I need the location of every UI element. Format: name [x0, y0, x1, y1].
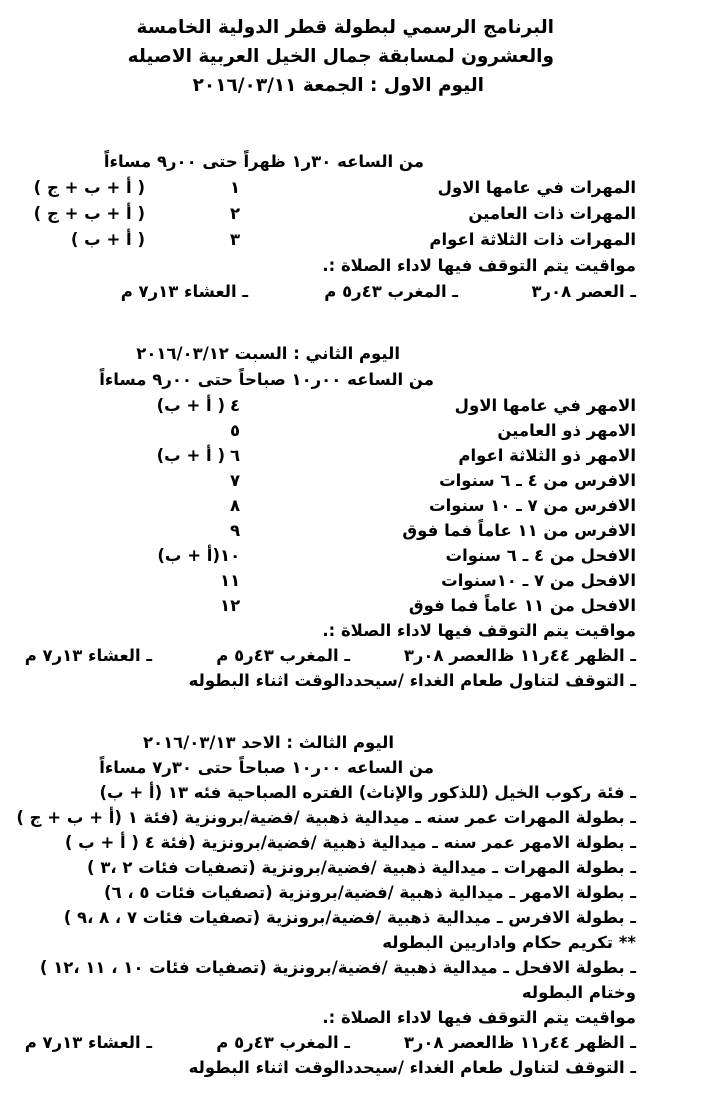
- day2-class-name: الافحل من ٧ ـ ١٠سنوات: [441, 571, 636, 590]
- day2-class-num: ١٠: [220, 546, 241, 565]
- day3-heading: اليوم الثالث : الاحد ٢٠١٦/٠٣/١٣: [142, 733, 394, 752]
- day3-item: ـ بطولة الامهر ـ ميدالية ذهبية /فضية/برونزية (تصفيات فئات ٥ ، ٦): [104, 883, 636, 902]
- day2-time: من الساعه ٠٠ر١٠ صباحاً حتى ٠٠ر٩ مساءاً: [99, 370, 434, 389]
- day2-class-name: الافرس من ١١ عاماً فما فوق: [402, 521, 636, 540]
- day2-class-num: ٩: [230, 521, 241, 540]
- day2-prayer-isha: ـ العشاء ١٣ر٧ م: [24, 646, 152, 665]
- day1-prayer-maghrib: ـ المغرب ٤٣ر٥ م: [324, 282, 458, 301]
- day3-item: ـ بطولة المهرات عمر سنه ـ ميدالية ذهبية /فضية/برونزية (فئة ١ (أ + ب + ج ): [16, 808, 636, 827]
- day2-class-num: ٤: [230, 396, 241, 415]
- day3-lunch-note: ـ التوقف لتناول طعام الغداء /سيحددالوقت اثناء البطوله: [188, 1058, 636, 1077]
- day3-item: ـ فئة ركوب الخيل (للذكور والإناث) الفتره الصباحية فئه ١٣ (أ + ب): [99, 783, 636, 802]
- day1-class-groups: ( أ + ب ): [70, 230, 145, 249]
- day2-class-name: الافحل من ٤ ـ ٦ سنوات: [445, 546, 636, 565]
- day3-prayer-isha: ـ العشاء ١٣ر٧ م: [24, 1033, 152, 1052]
- day1-class-name: المهرات في عامها الاول: [437, 178, 636, 197]
- day1-class-num: ٢: [230, 204, 241, 223]
- day2-class-groups: (أ + ب): [157, 546, 220, 565]
- day2-class-num: ١٢: [220, 596, 241, 615]
- day2-class-name: الافرس من ٧ ـ ١٠ سنوات: [428, 496, 636, 515]
- day1-class-name: المهرات ذات الثلاثة اعوام: [429, 230, 636, 249]
- day3-prayer-maghrib: ـ المغرب ٤٣ر٥ م: [216, 1033, 350, 1052]
- day1-prayer-asr: ـ العصر ٠٨ر٣: [531, 282, 636, 301]
- day3-item: ـ بطولة الافرس ـ ميدالية ذهبية /فضية/برونزية (تصفيات فئات ٧ ، ٨ ،٩ ): [63, 908, 636, 927]
- day1-class-groups: ( أ + ب + ج ): [33, 204, 145, 223]
- day1-time: من الساعه ٣٠ر١ ظهراً حتى ٠٠ر٩ مساءاً: [103, 152, 424, 171]
- day2-prayer-maghrib: ـ المغرب ٤٣ر٥ م: [216, 646, 350, 665]
- day3-item: ** تكريم حكام واداريين البطوله: [382, 933, 636, 952]
- day2-class-num: ٧: [230, 471, 241, 490]
- day3-item: ـ بطولة المهرات ـ ميدالية ذهبية /فضية/برونزية (تصفيات فئات ٢ ،٣ ): [87, 858, 636, 877]
- day1-prayer-isha: ـ العشاء ١٣ر٧ م: [120, 282, 248, 301]
- header-line-1: البرنامج الرسمي لبطولة قطر الدولية الخامسة: [136, 17, 554, 38]
- day2-class-name: الافرس من ٤ ـ ٦ سنوات: [439, 471, 636, 490]
- day2-class-num: ١١: [220, 571, 241, 590]
- day2-class-num: ٨: [230, 496, 241, 515]
- day2-class-num: ٥: [230, 421, 241, 440]
- day2-prayer-asr: العصر ٠٨ر٣: [403, 646, 497, 665]
- day3-item: ـ بطولة الافحل ـ ميدالية ذهبية /فضية/برونزية (تصفيات فئات ١٠ ، ١١ ،١٢ ): [39, 958, 636, 977]
- day3-item: وختام البطوله: [521, 983, 636, 1002]
- day3-prayer-title: مواقيت يتم التوقف فيها لاداء الصلاة :.: [322, 1008, 636, 1027]
- day2-class-name: الامهر في عامها الاول: [454, 396, 636, 415]
- day2-class-num: ٦: [230, 446, 241, 465]
- day2-lunch-note: ـ التوقف لتناول طعام الغداء /سيحددالوقت اثناء البطوله: [188, 671, 636, 690]
- header-line-3: اليوم الاول : الجمعة ٢٠١٦/٠٣/١١: [192, 75, 484, 96]
- day1-class-groups: ( أ + ب + ج ): [33, 178, 145, 197]
- day2-class-groups: ( أ + ب): [156, 446, 225, 465]
- day3-item: ـ بطولة الامهر عمر سنه ـ ميدالية ذهبية /فضية/برونزية (فئة ٤ ( أ + ب ): [64, 833, 636, 852]
- day1-class-num: ٣: [230, 230, 241, 249]
- day2-class-name: الافحل من ١١ عاماً فما فوق: [408, 596, 636, 615]
- day2-heading: اليوم الثاني : السبت ٢٠١٦/٠٣/١٢: [136, 344, 400, 363]
- day3-prayer-asr: العصر ٠٨ر٣: [403, 1033, 497, 1052]
- day1-class-num: ١: [230, 178, 241, 197]
- day3-prayer-dhuhr: ـ الظهر ٤٤ر١١ ظ: [497, 1033, 636, 1052]
- day1-class-name: المهرات ذات العامين: [468, 204, 636, 223]
- day1-prayer-title: مواقيت يتم التوقف فيها لاداء الصلاة :.: [322, 256, 636, 275]
- day2-class-name: الامهر ذو الثلاثة اعوام: [458, 446, 636, 465]
- day2-class-name: الامهر ذو العامين: [497, 421, 636, 440]
- header-line-2: والعشرون لمسابقة جمال الخيل العربية الاصيله: [127, 46, 554, 67]
- day2-prayer-title: مواقيت يتم التوقف فيها لاداء الصلاة :.: [322, 621, 636, 640]
- day2-class-groups: ( أ + ب): [156, 396, 225, 415]
- day2-prayer-dhuhr: ـ الظهر ٤٤ر١١ ظ: [497, 646, 636, 665]
- day3-time: من الساعه ٠٠ر١٠ صباحاً حتى ٣٠ر٧ مساءاً: [99, 758, 434, 777]
